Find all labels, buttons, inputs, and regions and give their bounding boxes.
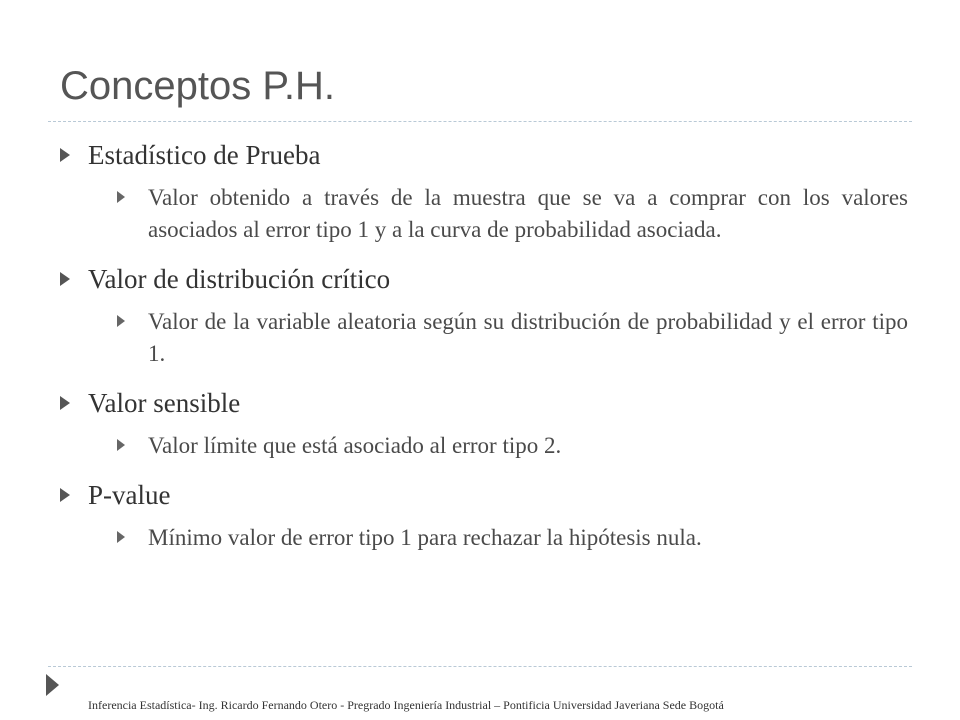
bullet-item-valor-sensible [58, 382, 908, 462]
bullet-item-p-value [58, 474, 908, 554]
sub-bullet-item [88, 306, 908, 370]
triangle-bullet-icon [117, 191, 125, 203]
slide-content [58, 134, 908, 554]
sub-bullet-item [88, 522, 908, 554]
triangle-bullet-icon [60, 148, 70, 162]
slide-footer: Inferencia Estadística- Ing. Ricardo Fernando Otero - Pregrado Ingeniería Industrial – Pontificia Universidad Javeriana Sede Bogotá [88, 698, 724, 712]
triangle-bullet-icon [117, 439, 125, 451]
sub-bullet-text: Mínimo valor de error tipo 1 para rechazar la hipótesis nula. [148, 525, 702, 550]
sub-bullet-text: Valor de la variable aleatoria según su distribución de probabilidad y el error tipo 1. [148, 309, 908, 366]
sub-bullet-item [88, 182, 908, 246]
slide-title: Conceptos P.H. [60, 64, 335, 108]
bullet-heading: Estadístico de Prueba [88, 140, 321, 170]
sub-bullet-text: Valor límite que está asociado al error tipo 2. [148, 433, 562, 458]
bullet-item-valor-critico [58, 258, 908, 370]
sub-bullet-item [88, 430, 908, 462]
triangle-bullet-icon [117, 315, 125, 327]
bullet-item-estadistico [58, 134, 908, 246]
triangle-bullet-icon [117, 531, 125, 543]
slide-corner-arrow-icon [46, 674, 59, 696]
sub-bullet-text: Valor obtenido a través de la muestra que se va a comprar con los valores asociados al error tipo 1 y a la curva de probabilidad asociada. [148, 185, 908, 242]
triangle-bullet-icon [60, 396, 70, 410]
footer-divider [48, 666, 912, 667]
triangle-bullet-icon [60, 488, 70, 502]
title-divider [48, 121, 912, 122]
bullet-heading: Valor sensible [88, 388, 241, 418]
triangle-bullet-icon [60, 272, 70, 286]
bullet-heading: P-value [88, 480, 171, 510]
bullet-heading: Valor de distribución crítico [88, 264, 391, 294]
